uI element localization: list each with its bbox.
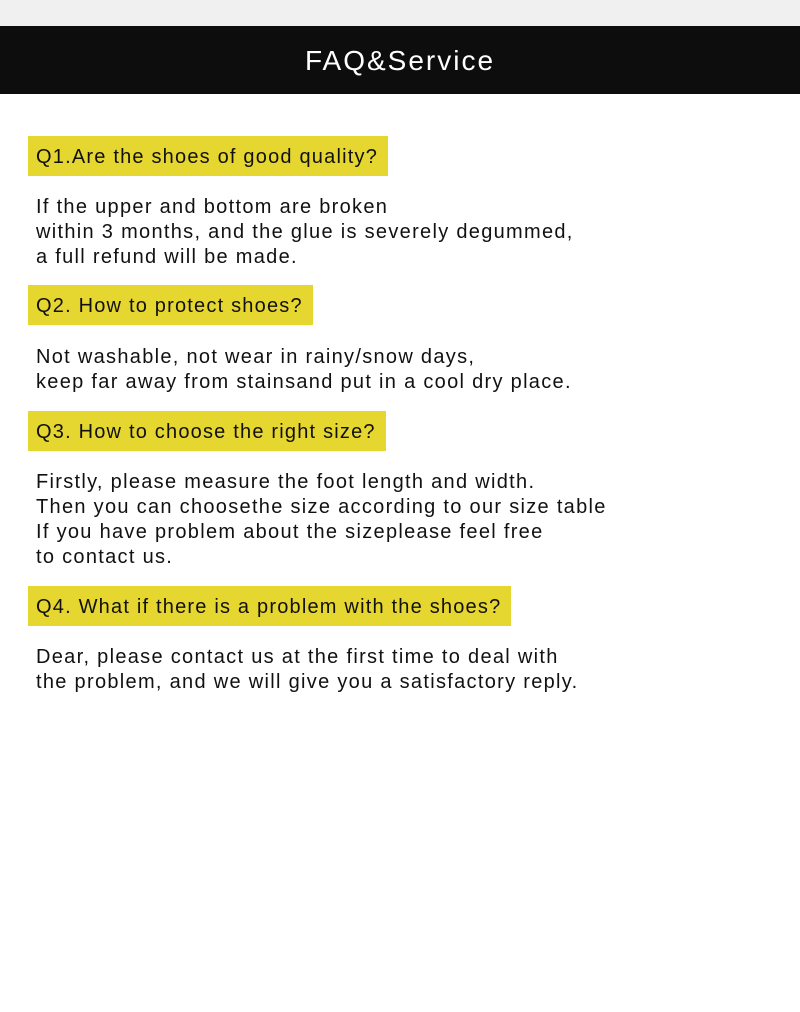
faq-item-2 bbox=[28, 285, 772, 395]
faq-question: Q4. What if there is a problem with the shoes? bbox=[28, 586, 511, 626]
faq-answer-line: Dear, please contact us at the first time to deal with bbox=[36, 646, 559, 668]
faq-answer bbox=[28, 195, 772, 270]
faq-item-3 bbox=[28, 411, 772, 570]
faq-answer-line: Not washable, not wear in rainy/snow days, bbox=[36, 346, 476, 368]
faq-item-1 bbox=[28, 136, 772, 270]
faq-answer-line: If the upper and bottom are broken bbox=[36, 196, 389, 218]
faq-question: Q2. How to protect shoes? bbox=[28, 285, 313, 325]
faq-answer-line: keep far away from stainsand put in a cool dry place. bbox=[36, 371, 572, 393]
faq-answer-line: Firstly, please measure the foot length and width. bbox=[36, 471, 536, 493]
faq-answer bbox=[28, 645, 772, 695]
faq-question: Q1.Are the shoes of good quality? bbox=[28, 136, 388, 176]
faq-answer-line: a full refund will be made. bbox=[36, 246, 298, 268]
top-strip bbox=[0, 0, 800, 26]
faq-item-4 bbox=[28, 586, 772, 695]
faq-question: Q3. How to choose the right size? bbox=[28, 411, 386, 451]
header-bar bbox=[0, 26, 800, 94]
faq-answer-line: If you have problem about the sizeplease feel free bbox=[36, 521, 544, 543]
faq-answer-line: to contact us. bbox=[36, 546, 174, 568]
faq-answer bbox=[28, 345, 772, 395]
page-title: FAQ&Service bbox=[304, 45, 496, 76]
faq-answer-line: within 3 months, and the glue is severely degummed, bbox=[36, 221, 574, 243]
faq-answer-line: the problem, and we will give you a satisfactory reply. bbox=[36, 671, 579, 693]
faq-answer-line: Then you can choosethe size according to our size table bbox=[36, 496, 607, 518]
faq-answer bbox=[28, 470, 772, 570]
